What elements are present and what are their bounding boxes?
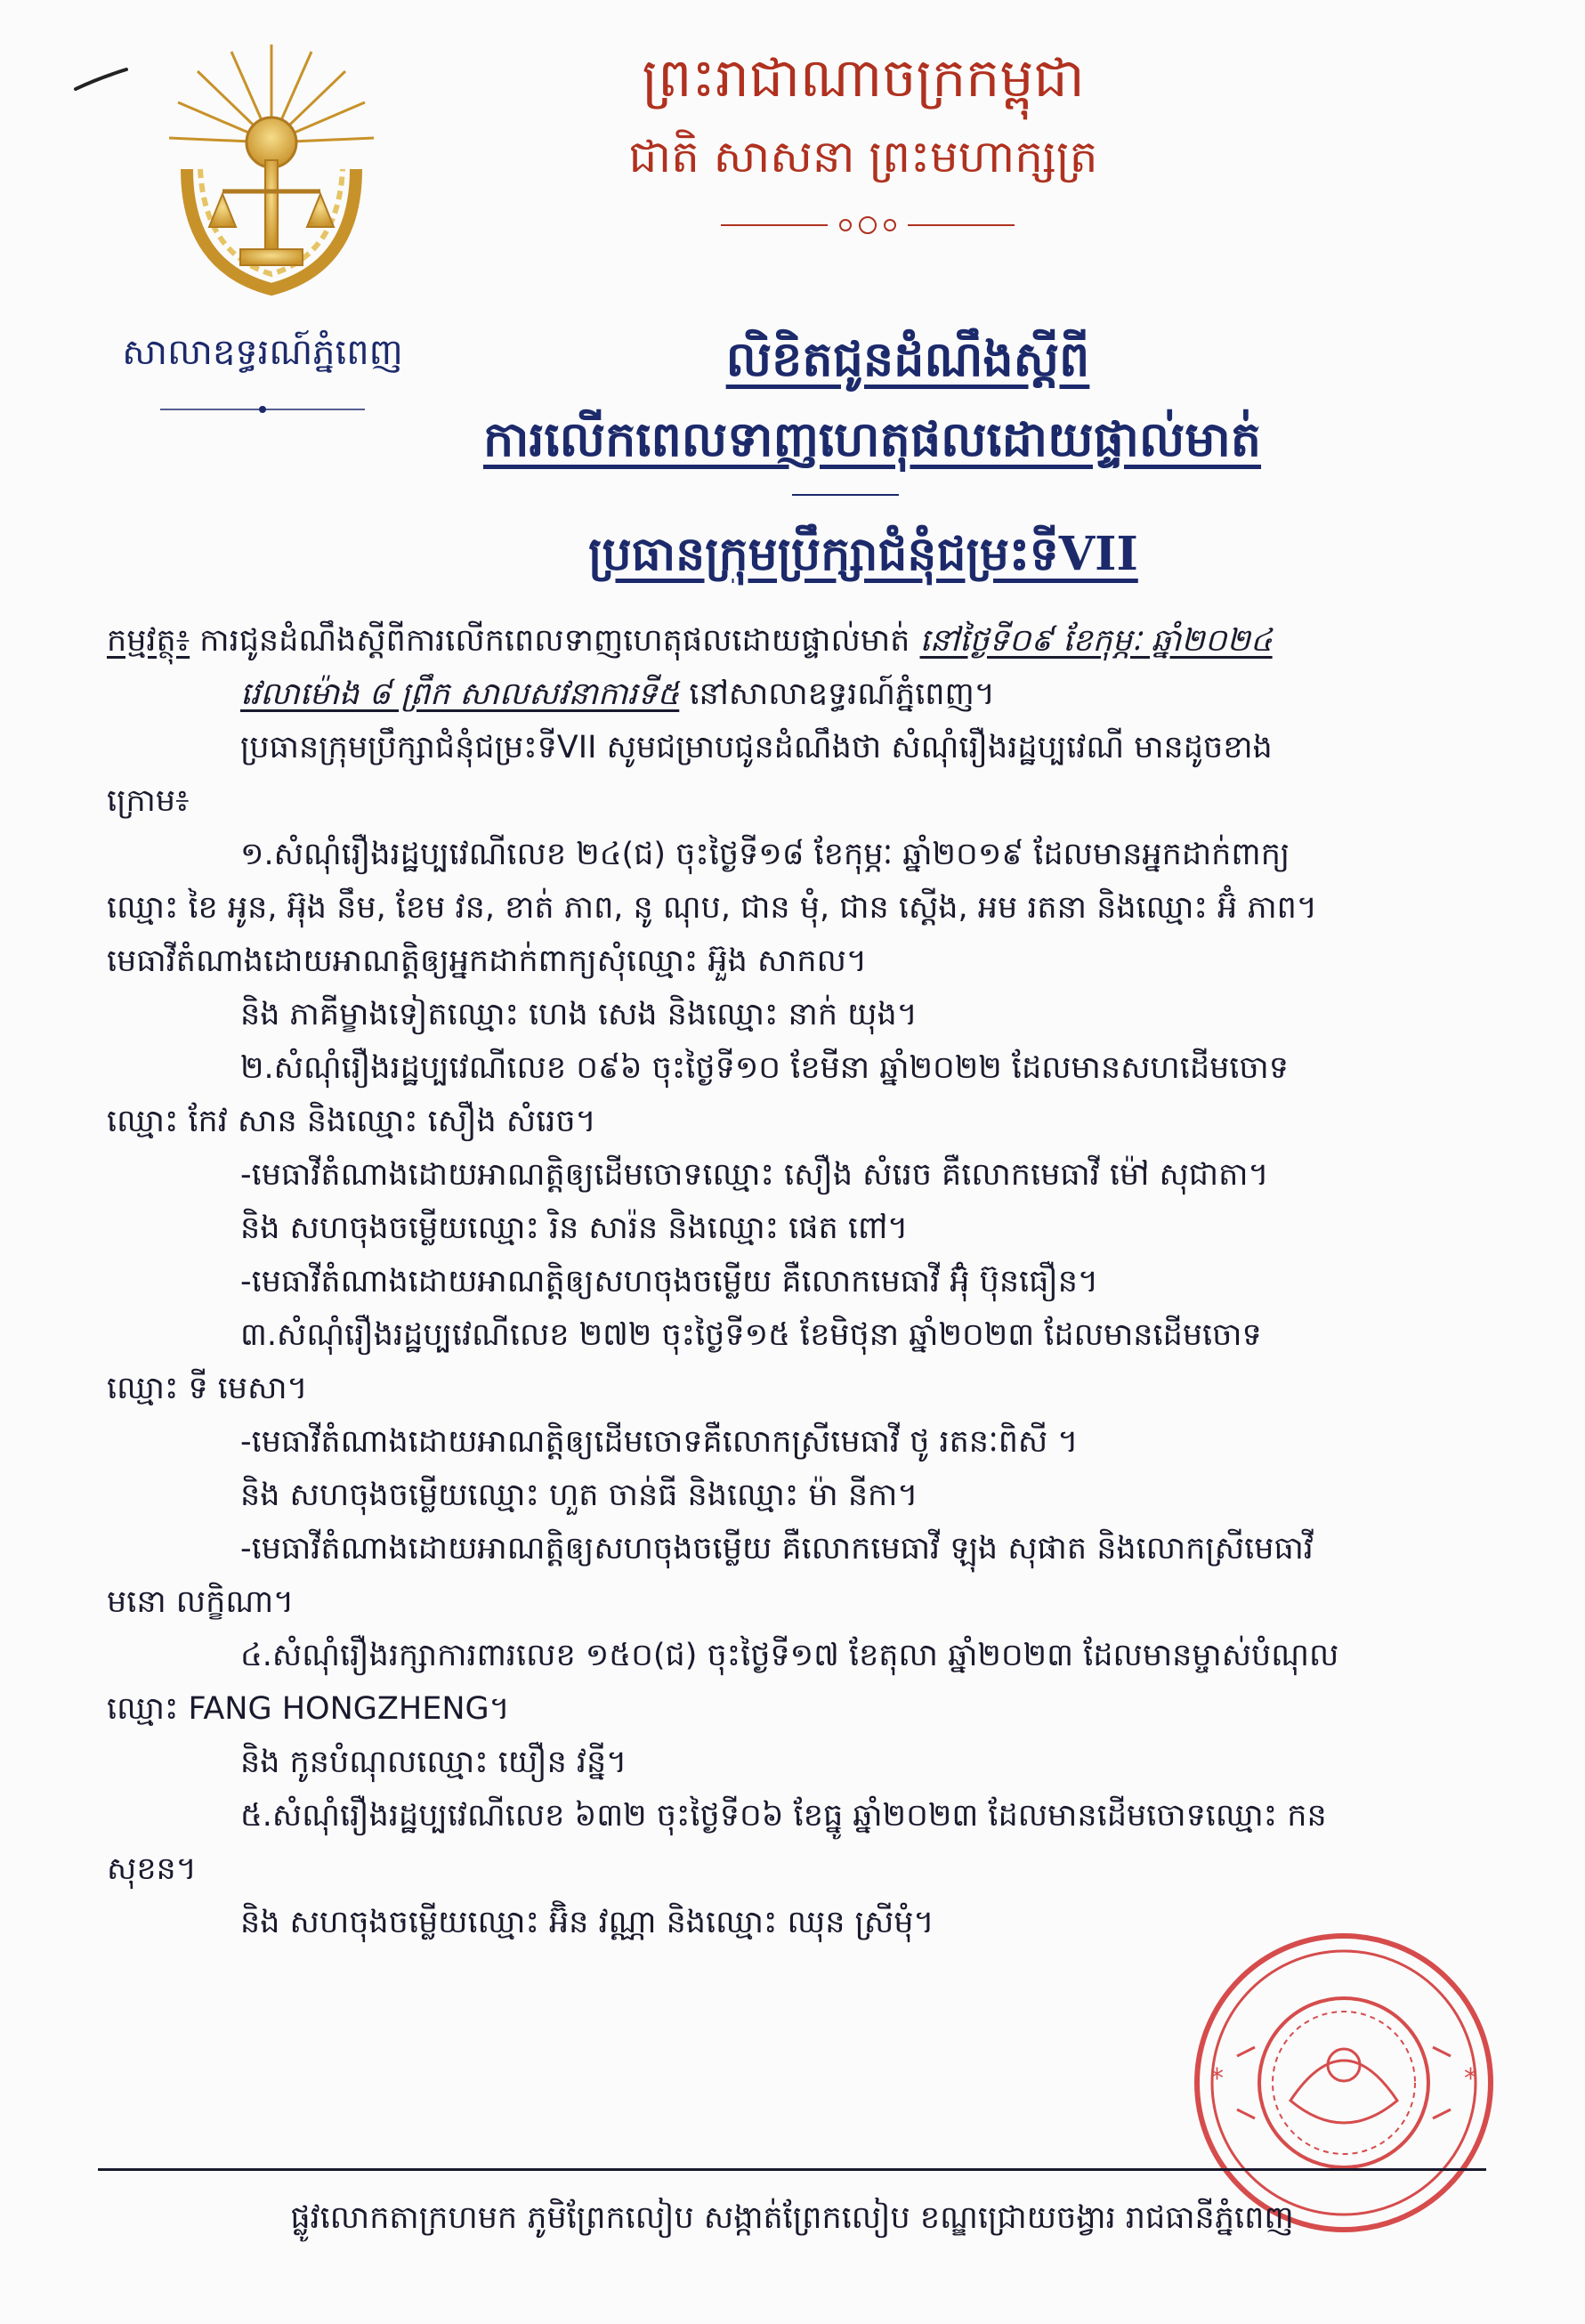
notice-title: លិខិតជូនដំណឹងស្តីពី [725,330,1090,387]
pen-mark [71,62,133,98]
svg-text:*: * [1210,2063,1224,2094]
intro-line: ប្រធានក្រុមប្រឹក្សាជំនុំជម្រះទីVII សូមជម្រាបជូនដំណឹងថា សំណុំរឿងរដ្ឋប្បវេណី មានដូចខាង [240,730,1273,765]
case-3-line: ៣.សំណុំរឿងរដ្ឋប្បវេណីលេខ ២៧២ ចុះថ្ងៃទី១៥ ខែមិថុនា ឆ្នាំ២០២៣ ដែលមានដើមចោទ [240,1317,1262,1353]
intro-line-cont: ក្រោម៖ [107,783,190,819]
case-1-lawyer: មេធាវីតំណាងដោយអាណត្តិឲ្យអ្នកដាក់ពាក្យសុំឈ្មោះ អ៊ួង សាកល។ [107,943,868,979]
subject-line [107,614,1468,668]
case-2-defendant-lawyer: -មេធាវីតំណាងដោយអាណត្តិឲ្យសហចុងចម្លើយ គឺលោកមេធាវី អ៊ុំ ប៊ុនធឿន។ [240,1264,1099,1300]
case-3-parties: ឈ្មោះ ទី មេសា។ [107,1371,308,1406]
case-2-lawyer: -មេធាវីតំណាងដោយអាណត្តិឲ្យដើមចោទឈ្មោះ សឿង សំរេច គឺលោកមេធាវី ម៉ៅ សុជាតា។ [240,1157,1269,1193]
court-name-ornament [160,401,365,418]
case-3-defendant-lawyer: -មេធាវីតំណាងដោយអាណត្តិឲ្យសហចុងចម្លើយ គឺលោកមេធាវី ឡុង សុផាត និងលោកស្រីមេធាវី [240,1531,1314,1567]
case-3-defendants: និង សហចុងចម្លើយឈ្មោះ ហួត ចាន់ធី និងឈ្មោះ ម៉ា នីកា។ [240,1478,918,1513]
case-3-lawyer: -មេធាវីតំណាងដោយអាណត្តិឲ្យដើមចោទគឺលោកស្រីមេធាវី ថូ រតនៈពិសី ។ [240,1424,1079,1460]
case-5-line: ៥.សំណុំរឿងរដ្ឋប្បវេណីលេខ ៦៣២ ចុះថ្ងៃទី០៦ ខែធ្នូ ឆ្នាំ២០២៣ ដែលមានដើមចោទឈ្មោះ កន [240,1798,1327,1834]
subject-text: ការជូនដំណឹងស្តីពីការលើកពេលទាញហេតុផលដោយផ្ទាល់មាត់ [199,623,910,659]
official-seal-stamp [1184,1923,1504,2243]
footer-divider [98,2168,1486,2171]
motto-ornament [721,214,1015,237]
notice-subtitle: ការលើកពេលទាញហេតុផលដោយផ្ទាល់មាត់ [482,410,1262,467]
hearing-time-room: វេលាម៉ោង ៨ ព្រឹក សាលសវនាការទី៥ [240,676,680,712]
hearing-place: នៅសាលាឧទ្ធរណ៍ភ្នំពេញ។ [689,676,995,712]
case-2-line: ២.សំណុំរឿងរដ្ឋប្បវេណីលេខ ០៩៦ ចុះថ្ងៃទី១០ ខែមីនា ឆ្នាំ២០២២ ដែលមានសហដើមចោទ [240,1050,1289,1086]
court-name: សាលាឧទ្ធរណ៍ភ្នំពេញ [122,332,403,373]
footer-address: ផ្លូវលោកតាក្រហមក ភូមិព្រែកលៀប សង្កាត់ព្រែកលៀប ខណ្ឌជ្រោយចង្វារ រាជធានីភ្នំពេញ [290,2200,1294,2236]
issuer-title: ប្រធានក្រុមប្រឹក្សាជំនុំជម្រះទីVII [588,527,1138,581]
title-divider [792,494,899,496]
svg-text:*: * [1464,2063,1477,2094]
hearing-date: នៅថ្ងៃទី០៩ ខែកុម្ភៈ ឆ្នាំ២០២៤ [919,623,1273,659]
court-emblem-icon [133,36,409,303]
case-1-line: ១.សំណុំរឿងរដ្ឋប្បវេណីលេខ ២៤(ជ) ចុះថ្ងៃទី១៨ ខែកុម្ភៈ ឆ្នាំ២០១៩ ដែលមានអ្នកដាក់ពាក្យ [240,837,1290,872]
case-3-defendant-lawyer-cont: មនោ លក្ខិណា។ [107,1584,295,1620]
case-4-creditor: ឈ្មោះ FANG HONGZHENG។ [107,1691,510,1727]
notice-body [107,614,1468,1949]
motto-heading: ជាតិ សាសនា ព្រះមហាក្សត្រ [628,131,1098,182]
subject-label: កម្មវត្ថុ៖ [107,623,190,659]
case-2-parties: ឈ្មោះ កែវ សាន និងឈ្មោះ សឿង សំរេច។ [107,1104,596,1139]
case-2-defendants: និង សហចុងចម្លើយឈ្មោះ រិន សារ៉ន និងឈ្មោះ ផេត ពៅ។ [240,1211,909,1246]
case-4-debtor: និង កូនបំណុលឈ្មោះ យឿន វន្នី។ [240,1745,627,1780]
case-1-parties: ឈ្មោះ ខៃ អូន, អ៊ុង នឹម, ខែម វន, ខាត់ ភាព, នូ ណុប, ជាន មុំ, ជាន ស្តើង, អម រតនា និងឈ្មោះ អ៊ំ ភាព។ [107,890,1317,926]
subject-line-2 [107,668,1468,721]
case-5-plaintiff: សុខន។ [107,1851,197,1887]
case-1-other-party: និង ភាគីម្ខាងទៀតឈ្មោះ ហេង សេង និងឈ្មោះ នាក់ យុង។ [240,997,918,1032]
case-4-line: ៤.សំណុំរឿងរក្សាការពារលេខ ១៥០(ជ) ចុះថ្ងៃទី១៧ ខែតុលា ឆ្នាំ២០២៣ ដែលមានម្ចាស់បំណុល [240,1638,1339,1673]
case-5-defendants: និង សហចុងចម្លើយឈ្មោះ អ៊ិន វណ្ណា និងឈ្មោះ ឈុន ស្រីមុំ។ [240,1905,934,1940]
kingdom-heading: ព្រះរាជាណាចក្រកម្ពុជា [642,47,1085,109]
